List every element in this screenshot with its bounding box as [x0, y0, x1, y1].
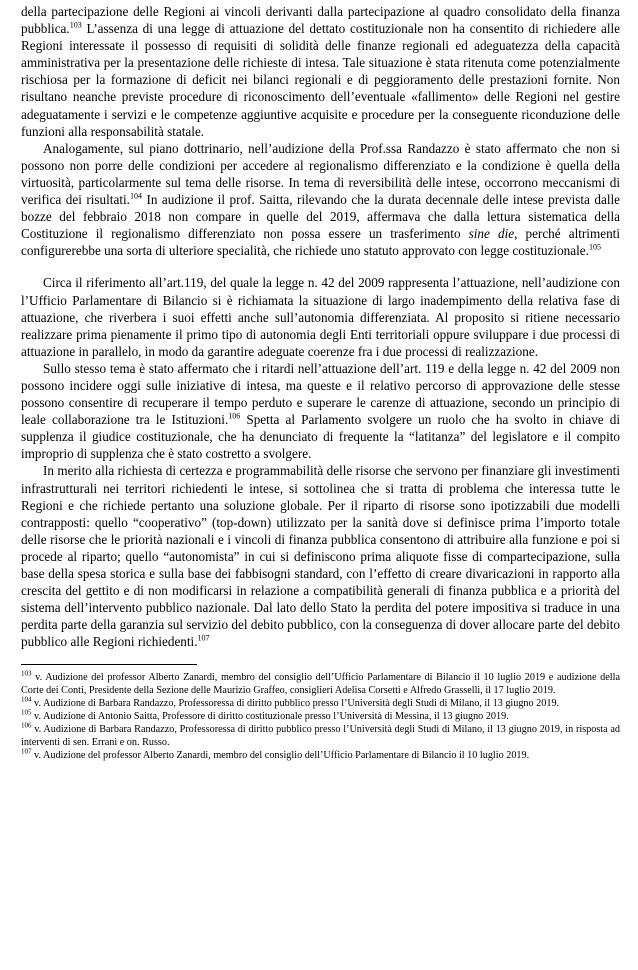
- footnotes: [21, 671, 620, 762]
- paragraph-text: L’assenza di una legge di attuazione del dettato costituzionale non ha consentito di richiedere alle Regioni interessate il possesso di requisiti di solidità delle finanze regionali ed adeguatezza della capacità amministrativa per la presentazione delle richieste di intesa. Tale situazione è stata ritenuta come potenzialmente rischiosa per la formazione di deficit nei bilanci regionali e di peggioramento delle prestazioni fornite. Non risultano neanche previste procedure di riconoscimento dell’eventuale «fallimento» delle Regioni nel gestire adeguatamente i servizi e le competenze aggiuntive acquisite e procedure per la conseguente riconduzione delle funzioni alla responsabilità statale.: [21, 21, 620, 139]
- footnote-number: 104: [21, 696, 32, 705]
- footnote: [21, 710, 620, 723]
- paragraph: [21, 462, 620, 650]
- footnote: [21, 671, 620, 697]
- footnote-reference: 103: [69, 20, 82, 30]
- paragraph-text: In audizione il prof. Saitta, rilevando che la durata decennale delle intese prevista dalle bozze del febbraio 2018 non compare in quelle del 2019, affermava che dalla lettura sistematica della Costituzione il regionalismo differenziato non possa essere un trasferimento: [21, 192, 621, 242]
- footnote-reference: 105: [588, 242, 601, 252]
- paragraph: [21, 274, 620, 359]
- body-text: [21, 3, 620, 650]
- footnote-reference: 106: [228, 411, 241, 421]
- paragraph-text: In merito alla richiesta di certezza e programmabilità delle risorse che servono per finanziare gli investimenti infrastrutturali nei territori richiedenti le intese, si sottolinea che si tratta di problema che interessa tutte le Regioni e che richiede pertanto una soluzione globale. Per il riparto di risorse sono ipotizzabili due modelli contrapposti: quello “cooperativo” (top-down) utilizzato per la sanità dove si definisce prima l’importo totale delle risorse che le priorità nazionali e i vincoli di finanza pubblica consentono di attribuire alla funzione e poi si procede al riparto; quello “autonomista” in cui si definiscono prima aliquote fisse di compartecipazione, sulla base della spesa storica e sulla base dei fabbisogni standard, con l’effetto di creare divaricazioni in rapporto alla crescita del gettito e di non modificarsi in relazione a compatibilità generali di finanza pubblica e a priorità del sistema dell’intervento pubblico nazionale. Dal lato dello Stato la perdita del potere impositiva si traduce in una perdita parte della garanzia sul servizio del debito pubblico, con la conseguenza di dover allocare parte del debito pubblico alle Regioni richiedenti.: [21, 463, 620, 650]
- footnote-text: v. Audizione del professor Alberto Zanardi, membro del consiglio dell’Ufficio Parlamentare di Bilancio il 10 luglio 2019.: [31, 750, 530, 762]
- footnote-reference: 107: [197, 633, 210, 643]
- footnote: [21, 749, 620, 762]
- paragraph: [21, 3, 620, 140]
- paragraph-text: , perché altrimenti configurerebbe una sorta di ulteriore specialità, che richiede uno statuto approvato con legge costituzionale.: [21, 226, 620, 259]
- footnote-reference: 104: [129, 191, 142, 201]
- footnote-text: v. Audizione di Barbara Randazzo, Professoressa di diritto pubblico presso l’Università degli Studi di Milano, il 13 giugno 2019, in risposta ad interventi di sen. Errani e on. Russo.: [21, 724, 620, 749]
- paragraph-text: Circa il riferimento all’art.119, del quale la legge n. 42 del 2009 rappresenta l’attuazione, nell’audizione con l’Ufficio Parlamentare di Bilancio si è richiamata la situazione di largo inadempimento della relativa fase di attuazione, che riverbera i suoi effetti anche sull’autonomia differenziata. Al proposito si ritiene necessario realizzare prima pienamente il primo tipo di autonomia degli Enti territoriali oppure sviluppare i due processi di attuazione in parallelo, in modo da garantire adeguate coerenze fra i due processi di realizzazione.: [21, 275, 620, 359]
- paragraph-text: Sullo stesso tema è stato affermato che i ritardi nell’attuazione dell’art. 119 e della legge n. 42 del 2009 non possono incidere oggi sulle iniziative di intesa, ma queste e il relativo percorso di approvazione delle stesse possono consentire di recuperare il tempo perduto e superare le carenze di attuazione, secondo un principio di leale collaborazione tra le Istituzioni.: [21, 360, 620, 428]
- footnote-text: v. Audizione di Barbara Randazzo, Professoressa di diritto pubblico presso l’Università degli Studi di Milano, il 13 giugno 2019.: [31, 698, 560, 710]
- paragraph-text: Spetta al Parlamento svolgere un ruolo che ha svolto in chiave di supplenza il giudice costituzionale, che ha denunciato di frequente la “latitanza” del legislatore e il compito improprio di supplenza che è stato costretto a svolgere.: [21, 412, 620, 462]
- paragraph: [21, 360, 620, 463]
- footnote-number: 103: [21, 670, 32, 679]
- paragraph: [21, 140, 620, 260]
- footnote-text: v. Audizione di Antonio Saitta, Professore di diritto costituzionale presso l’Università di Messina, il 13 giugno 2019.: [31, 711, 509, 723]
- footnote-number: 105: [21, 709, 32, 718]
- italic-text: sine die: [468, 226, 515, 242]
- paragraph-text: Analogamente, sul piano dottrinario, nell’audizione della Prof.ssa Randazzo è stato affermato che non si possono non porre delle condizioni per accedere al regionalismo differenziato e la condizione è quella della virtuosità, particolarmente sul tema delle risorse. In tema di reversibilità delle intese, occorrono meccanismi di verifica dei risultati.: [21, 140, 620, 208]
- footnote-text: v. Audizione del professor Alberto Zanardi, membro del consiglio dell’Ufficio Parlamentare di Bilancio il 10 luglio 2019 e audizione della Corte dei Conti, Presidente della Sezione delle Maurizio Graffeo, consiglieri Adelisa Corsetti e Alfredo Grasselli, il 17 luglio 2019.: [21, 672, 620, 697]
- footnote-number: 106: [21, 722, 32, 731]
- footnote: [21, 697, 620, 710]
- paragraph-text: della partecipazione delle Regioni ai vincoli derivanti dalla partecipazione al quadro consolidato della finanza pubblica.: [21, 4, 620, 37]
- footnote-number: 107: [21, 748, 32, 757]
- footnote-separator: [21, 664, 197, 665]
- footnote: [21, 723, 620, 749]
